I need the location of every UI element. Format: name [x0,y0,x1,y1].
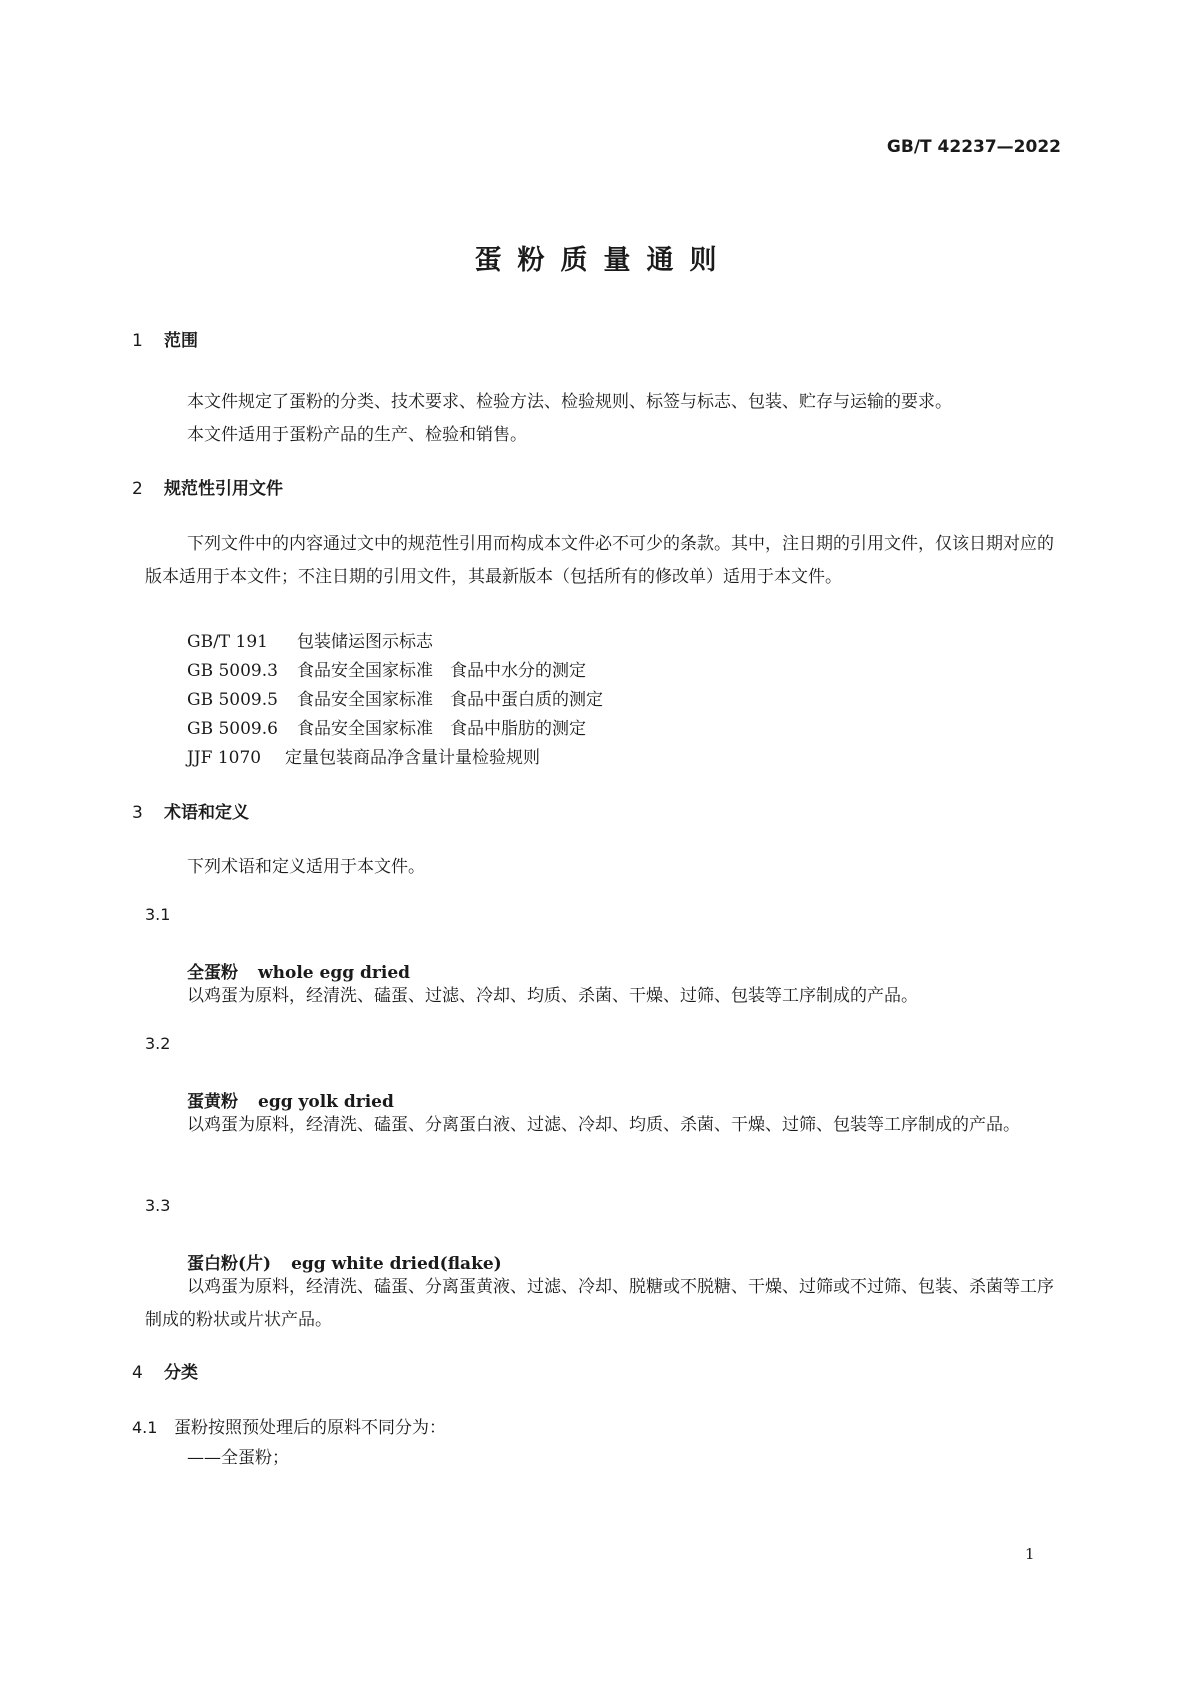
term-definition: 以鸡蛋为原料，经清洗、磕蛋、过滤、冷却、均质、杀菌、干燥、过筛、包装等工序制成的产品。 [187,986,918,1006]
paragraph: 下列术语和定义适用于本文件。 [187,857,425,877]
term-zh: 蛋黄粉 [187,1092,238,1112]
list-item: ——全蛋粉； [187,1448,289,1468]
term-zh: 全蛋粉 [187,963,238,983]
paragraph: 下列文件中的内容通过文中的规范性引用而构成本文件必不可少的条款。其中，注日期的引用文件，仅该日期对应的版本适用于本文件；不注日期的引用文件，其最新版本（包括所有的修改单）适用于本文件。 [145,534,1054,587]
reference-code: GB/T 191 [187,632,268,652]
section-number: 3 [132,803,143,823]
reference-title: 定量包装商品净含量计量检验规则 [285,748,540,768]
paragraph: 本文件规定了蛋粉的分类、技术要求、检验方法、检验规则、标签与标志、包装、贮存与运输的要求。 [187,392,952,412]
reference-item [187,627,433,652]
reference-code: JJF 1070 [187,748,262,768]
term-number: 3.2 [145,1034,171,1053]
section-4-heading [132,1358,198,1383]
document-title: 蛋粉质量通则 [474,245,733,276]
section-title: 规范性引用文件 [164,479,283,499]
reference-title: 包装储运图示标志 [297,632,433,652]
reference-title: 食品安全国家标准 食品中蛋白质的测定 [297,690,603,710]
standard-number: GB/T 42237—2022 [886,137,1061,157]
reference-item [187,743,540,768]
paragraph: 本文件适用于蛋粉产品的生产、检验和销售。 [187,425,527,445]
section-number: 4 [132,1363,143,1383]
term-zh: 蛋白粉(片) [187,1254,272,1274]
reference-code: GB 5009.5 [187,690,278,710]
term-en: egg white dried(flake) [291,1254,502,1274]
section-title: 范围 [164,331,198,351]
section-1-heading [132,326,198,351]
section-3-heading [132,798,249,823]
section-2-heading [132,474,283,499]
term-definition: 以鸡蛋为原料，经清洗、磕蛋、分离蛋白液、过滤、冷却、均质、杀菌、干燥、过筛、包装等工序制成的产品。 [187,1115,1020,1135]
clause-text: 蛋粉按照预处理后的原料不同分为： [174,1418,446,1438]
term-en: egg yolk dried [258,1092,394,1112]
term-definition: 以鸡蛋为原料，经清洗、磕蛋、分离蛋黄液、过滤、冷却、脱糖或不脱糖、干燥、过筛或不过筛、包装、杀菌等工序制成的粉状或片状产品。 [145,1277,1054,1330]
clause-number: 4.1 [132,1418,158,1437]
term-en: whole egg dried [258,963,411,983]
term-number: 3.1 [145,905,171,924]
reference-item [187,685,603,710]
reference-title: 食品安全国家标准 食品中水分的测定 [297,661,586,681]
reference-title: 食品安全国家标准 食品中脂肪的测定 [297,719,586,739]
section-number: 2 [132,479,143,499]
reference-code: GB 5009.6 [187,719,278,739]
reference-code: GB 5009.3 [187,661,278,681]
section-title: 术语和定义 [164,803,249,823]
reference-item [187,714,586,739]
section-number: 1 [132,331,143,351]
section-title: 分类 [164,1363,198,1383]
reference-item [187,656,586,681]
page-number: 1 [1025,1545,1035,1563]
term-number: 3.3 [145,1196,171,1215]
clause-4-1 [132,1413,446,1438]
